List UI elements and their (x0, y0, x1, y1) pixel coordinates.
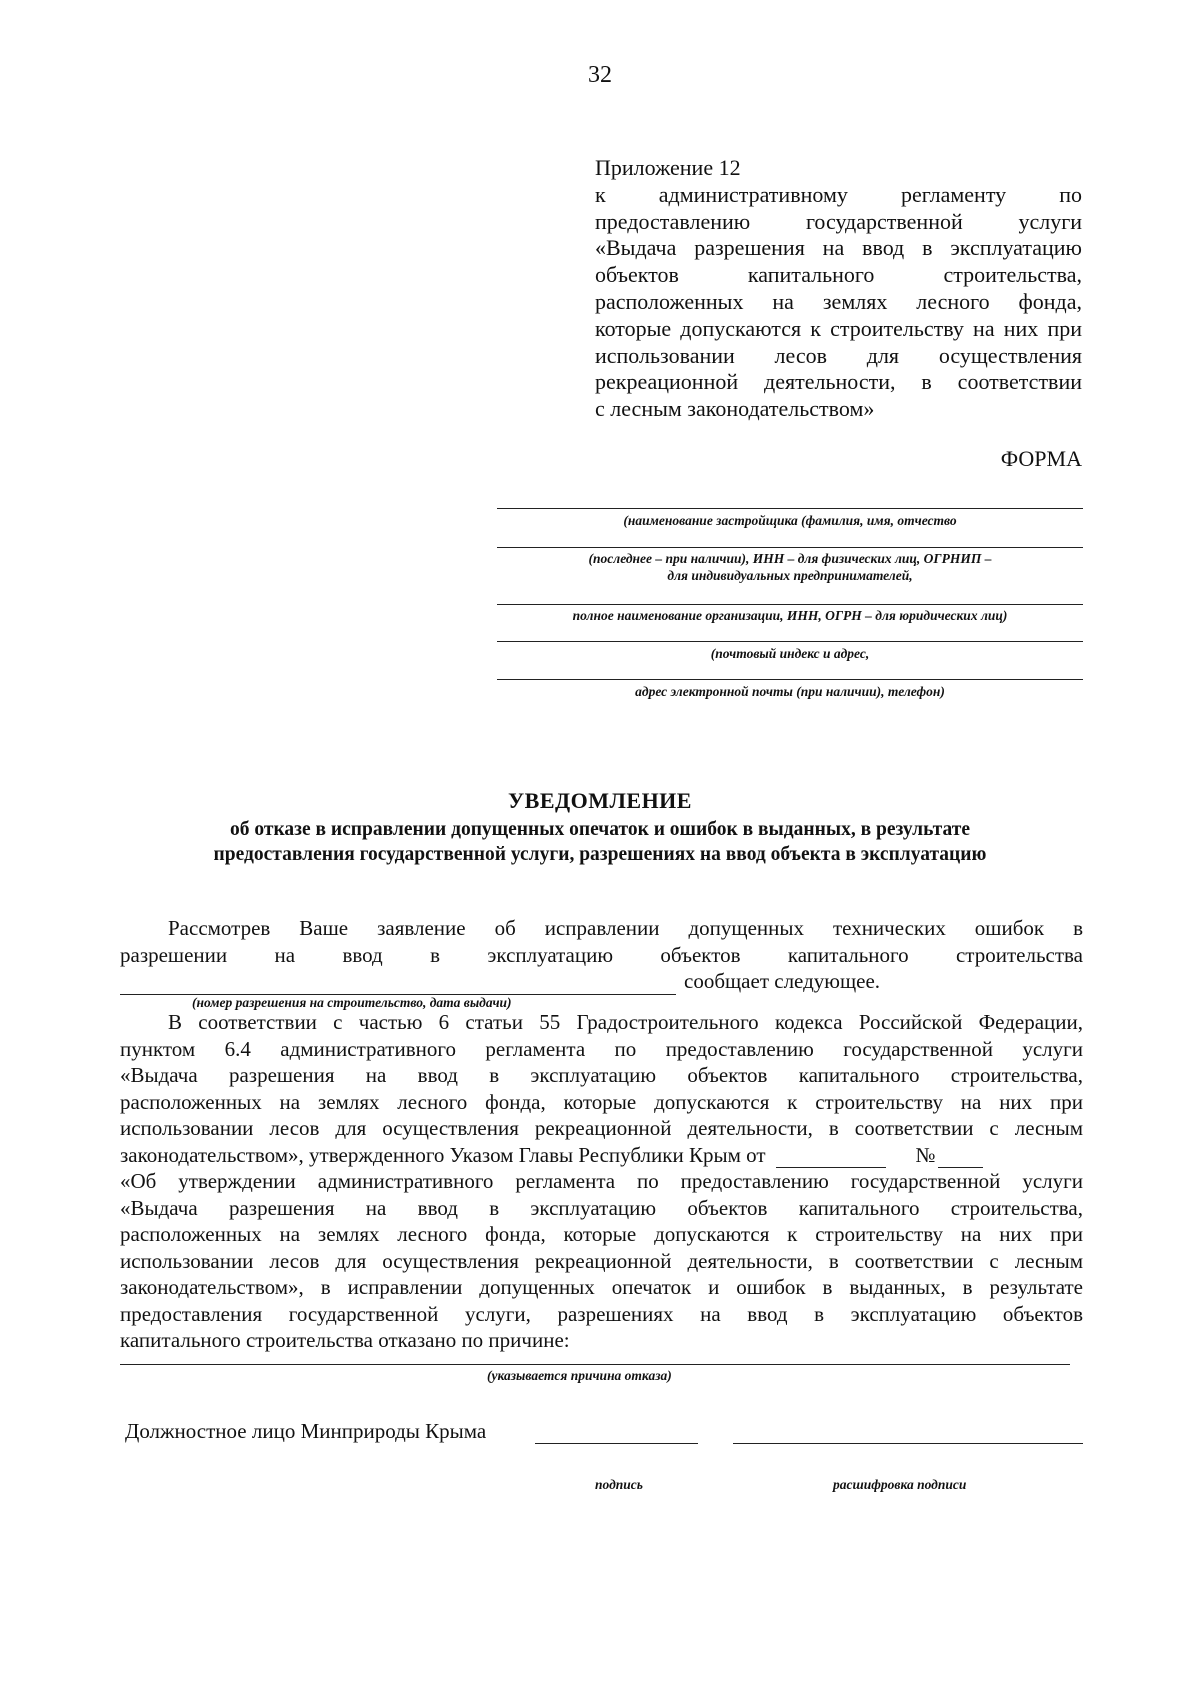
applicant-caption: (последнее – при наличии), ИНН – для физических лиц, ОГРНИП – (588, 551, 992, 566)
paragraph-1 (120, 915, 1083, 1011)
decree-row (120, 1142, 1083, 1169)
refusal-reason-caption: (указывается причина отказа) (487, 1367, 672, 1383)
forma-label: ФОРМА (1000, 446, 1082, 471)
paragraph-line: «Выдача разрешения на ввод в эксплуатацию объектов капитального строительства, (120, 1063, 1083, 1087)
appendix-line: объектов капитального строительства, (595, 262, 1082, 288)
paragraph-line: расположенных на землях лесного фонда, которые допускаются к строительству на них при (120, 1222, 1083, 1246)
notice-subtitle (130, 817, 1070, 867)
contact-line (497, 679, 1083, 680)
paragraph-line: В соответствии с частью 6 статьи 55 Градостроительного кодекса Российской Федерации, (168, 1010, 1083, 1034)
paragraph-line: предоставления государственной услуги, разрешениях на ввод в эксплуатацию объектов (120, 1301, 1083, 1326)
appendix-line: рекреационной деятельности, в соответствии (595, 369, 1082, 395)
appendix-line: с лесным законодательством» (595, 396, 875, 422)
appendix-title: Приложение 12 (595, 155, 741, 180)
paragraph-2 (120, 1009, 1083, 1387)
applicant-caption: (наименование застройщика (фамилия, имя, отчество (623, 513, 957, 528)
applicant-name-line (497, 547, 1083, 548)
applicant-caption: (почтовый индекс и адрес, (710, 646, 870, 661)
applicant-block (497, 508, 1083, 700)
paragraph-line: «Об утверждении административного регламента по предоставлению государственной услуги (120, 1169, 1083, 1193)
paragraph-line: использовании лесов для осуществления рекреационной деятельности, в соответствии с лесным (120, 1116, 1083, 1140)
paragraph-line: капитального строительства отказано по причине: (120, 1328, 570, 1352)
appendix-line: которые допускаются к строительству на них при (595, 315, 1082, 341)
appendix-line: использовании лесов для осуществления (595, 342, 1082, 368)
appendix-line: «Выдача разрешения на ввод в эксплуатацию (595, 235, 1082, 261)
decree-number-blank[interactable] (938, 1149, 983, 1168)
notice-subtitle-line: предоставления государственной услуги, разрешениях на ввод объекта в эксплуатацию (213, 844, 987, 865)
appendix-line: расположенных на землях лесного фонда, (595, 288, 1082, 314)
paragraph-line: пунктом 6.4 административного регламента по предоставлению государственной услуги (120, 1036, 1083, 1061)
number-sign: № (915, 1142, 936, 1167)
paragraph-line: использовании лесов для осуществления рекреационной деятельности, в соответствии с лесным (120, 1248, 1083, 1273)
decree-date-blank[interactable] (776, 1149, 886, 1168)
permit-number-row (120, 968, 1083, 995)
signature-area (125, 1419, 1083, 1492)
appendix-line: предоставлению государственной услуги (595, 208, 1082, 234)
notice-title: УВЕДОМЛЕНИЕ (508, 788, 692, 813)
notice-subtitle-line: об отказе в исправлении допущенных опечаток и ошибок в выданных, в результате (230, 819, 970, 840)
paragraph-line: законодательством», утвержденного Указом Главы Республики Крым от (120, 1142, 766, 1167)
permit-number-blank[interactable] (120, 976, 676, 995)
paragraph-line: «Выдача разрешения на ввод в эксплуатацию объектов капитального строительства, (120, 1195, 1083, 1220)
signature-caption: подпись (595, 1477, 643, 1492)
organization-line (497, 604, 1083, 605)
paragraph-line: Рассмотрев Ваше заявление об исправлении допущенных технических ошибок в (168, 916, 1083, 940)
refusal-reason-blank[interactable] (120, 1354, 1070, 1365)
appendix-line: к административному регламенту по (595, 181, 1082, 207)
paragraph-line-end: сообщает следующее. (684, 969, 881, 993)
appendix-block (595, 155, 1082, 423)
signature-decoding-caption: расшифровка подписи (833, 1477, 967, 1492)
applicant-caption: адрес электронной почты (при наличии), телефон) (635, 684, 945, 699)
signature-line[interactable] (535, 1443, 698, 1444)
permit-number-caption: (номер разрешения на строительство, дата выдачи) (192, 994, 512, 1010)
paragraph-line: расположенных на землях лесного фонда, которые допускаются к строительству на них при (120, 1089, 1083, 1114)
applicant-caption: полное наименование организации, ИНН, ОГРН – для юридических лиц) (572, 608, 1008, 623)
address-line (497, 641, 1083, 642)
applicant-name-line (497, 508, 1083, 509)
signature-decoding-line[interactable] (733, 1443, 1083, 1444)
page-number: 32 (588, 62, 612, 88)
paragraph-line: законодательством», в исправлении допущенных опечаток и ошибок в выданных, в результате (120, 1275, 1083, 1299)
applicant-caption: для индивидуальных предпринимателей, (667, 568, 913, 583)
official-label: Должностное лицо Минприроды Крыма (125, 1419, 487, 1443)
paragraph-line: разрешении на ввод в эксплуатацию объектов капитального строительства (120, 942, 1083, 967)
